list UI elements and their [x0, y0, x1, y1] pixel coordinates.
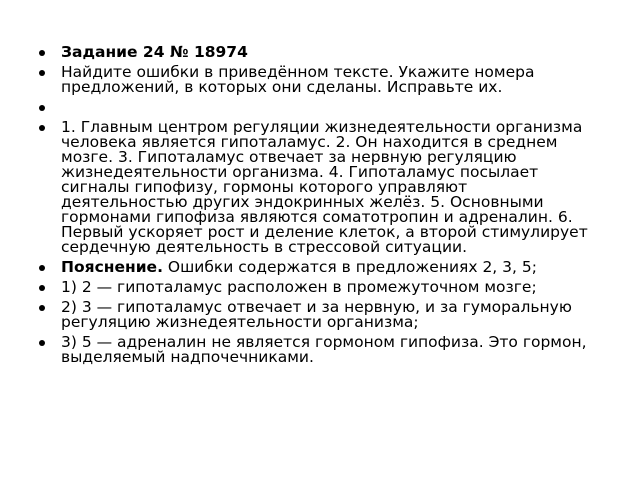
correction-1: 1) 2 — гипоталамус расположен в промежуточном мозге; [38, 280, 598, 295]
task-title [38, 45, 598, 60]
empty-bullet [38, 100, 598, 115]
task-title-text: Задание 24 № 18974 [61, 43, 248, 61]
explanation-text: Ошибки содержатся в предложениях 2, 3, 5; [162, 258, 537, 276]
task-instruction: Найдите ошибки в приведённом тексте. Укажите номера предложений, в которых они сделаны. Исправьте их. [38, 65, 598, 95]
bullet-list [38, 45, 598, 370]
correction-3: 3) 5 — адреналин не является гормоном гипофиза. Это гормон, выделяемый надпочечниками. [38, 335, 598, 365]
explanation [38, 260, 598, 275]
task-text: 1. Главным центром регуляции жизнедеятельности организма человека является гипоталамус. 2. Он находится в среднем мозге. 3. Гипоталамус отвечает за нервную регуляцию жизнедеятельности организма. 4. Гипоталамус посылает сигналы гипофизу, гормоны которого управляют деятельностью других эндокринных желёз. 5. Основными гормонами гипофиза являются соматотропин и адреналин. 6. Первый ускоряет рост и деление клеток, а второй стимулирует сердечную деятельность в стрессовой ситуации. [38, 120, 598, 255]
correction-2: 2) 3 — гипоталамус отвечает и за нервную, и за гуморальную регуляцию жизнедеятельности организма; [38, 300, 598, 330]
explanation-label: Пояснение. [61, 258, 163, 276]
